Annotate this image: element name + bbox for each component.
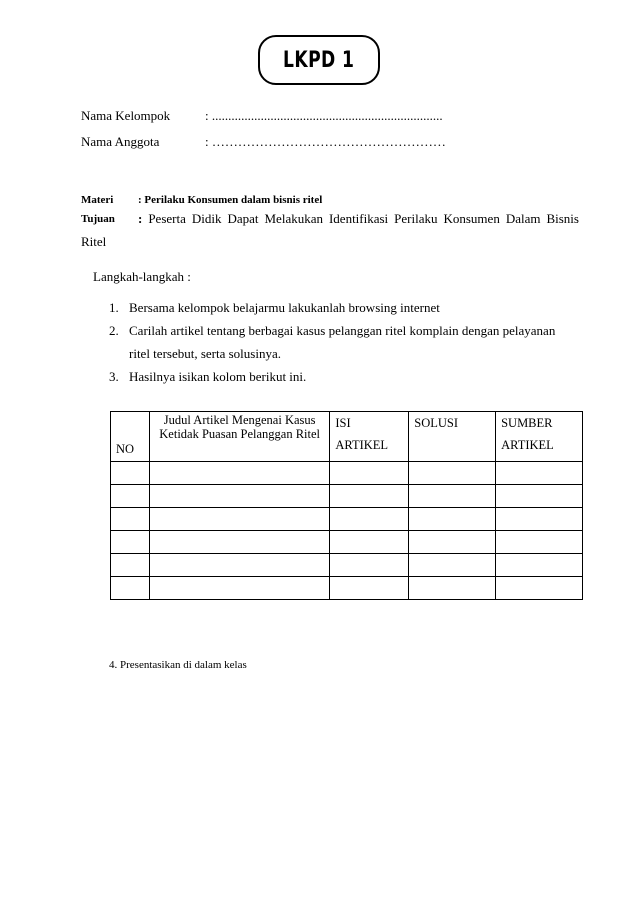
cell-isi[interactable]	[330, 508, 409, 531]
cell-no[interactable]	[111, 485, 150, 508]
tujuan-text	[138, 211, 579, 227]
header-sumber-line-1: SUMBER	[501, 416, 553, 430]
tujuan-word: Dalam	[505, 211, 541, 226]
cell-judul[interactable]	[149, 531, 329, 554]
table-row	[111, 462, 583, 485]
cell-judul[interactable]	[149, 462, 329, 485]
members-value: : ………………………………………………	[205, 134, 446, 149]
cell-isi[interactable]	[330, 485, 409, 508]
materi-label: Materi	[81, 194, 114, 206]
group-value: : .......................................................................	[205, 108, 443, 123]
cell-no[interactable]	[111, 577, 150, 600]
members-label: Nama Anggota	[81, 134, 160, 149]
cell-judul[interactable]	[149, 508, 329, 531]
header-isi	[330, 412, 409, 462]
tujuan-word: Perilaku	[394, 211, 438, 226]
cell-no[interactable]	[111, 462, 150, 485]
table-row	[111, 485, 583, 508]
header-solusi	[409, 412, 496, 462]
cell-solusi[interactable]	[409, 485, 496, 508]
cell-isi[interactable]	[330, 531, 409, 554]
table-row	[111, 508, 583, 531]
step-item	[109, 296, 569, 319]
step-number: 1.	[109, 300, 119, 315]
tujuan-word: Dapat	[227, 211, 259, 226]
header-sumber-line-2: ARTIKEL	[501, 438, 554, 452]
cell-judul[interactable]	[149, 554, 329, 577]
cell-no[interactable]	[111, 554, 150, 577]
article-table	[110, 411, 583, 600]
tujuan-continuation: Ritel	[81, 234, 107, 249]
cell-sumber[interactable]	[496, 508, 583, 531]
table-header-row	[111, 412, 583, 462]
cell-no[interactable]	[111, 508, 150, 531]
cell-isi[interactable]	[330, 554, 409, 577]
cell-solusi[interactable]	[409, 462, 496, 485]
tujuan-word: Didik	[191, 211, 222, 226]
step-number: 2.	[109, 323, 119, 338]
cell-solusi[interactable]	[409, 554, 496, 577]
cell-solusi[interactable]	[409, 577, 496, 600]
table-row	[111, 531, 583, 554]
steps-heading: Langkah-langkah :	[93, 269, 191, 284]
tujuan-word: Konsumen	[443, 211, 500, 226]
tujuan-word: Melakukan	[264, 211, 323, 226]
cell-judul[interactable]	[149, 485, 329, 508]
step-item	[109, 365, 569, 388]
final-step: 4. Presentasikan di dalam kelas	[109, 659, 247, 671]
header-solusi-label: SOLUSI	[414, 416, 459, 430]
cell-sumber[interactable]	[496, 531, 583, 554]
table-body	[111, 462, 583, 600]
cell-solusi[interactable]	[409, 508, 496, 531]
header-isi-line-2: ARTIKEL	[335, 438, 389, 452]
step-text-line: Carilah artikel tentang berbagai kasus pelanggan ritel komplain dengan pelayanan	[129, 323, 556, 338]
cell-solusi[interactable]	[409, 531, 496, 554]
step-text	[129, 319, 569, 342]
step-text-line-2: ritel tersebut, serta solusinya.	[129, 346, 281, 361]
cell-sumber[interactable]	[496, 485, 583, 508]
tujuan-word: Bisnis	[546, 211, 579, 226]
table-row	[111, 577, 583, 600]
page-title: LKPD 1	[283, 47, 355, 73]
header-no: NO	[111, 412, 150, 462]
cell-sumber[interactable]	[496, 554, 583, 577]
header-judul: Judul Artikel Mengenai Kasus Ketidak Puasan Pelanggan Ritel	[149, 412, 329, 462]
tujuan-word: Identifikasi	[328, 211, 389, 226]
tujuan-label: Tujuan	[81, 213, 115, 225]
tujuan-colon: :	[138, 211, 143, 226]
cell-sumber[interactable]	[496, 462, 583, 485]
header-sumber	[496, 412, 583, 462]
tujuan-word: Peserta	[148, 211, 186, 226]
step-item	[109, 319, 569, 365]
step-text: Hasilnya isikan kolom berikut ini.	[129, 369, 307, 384]
title-box	[258, 35, 380, 85]
cell-judul[interactable]	[149, 577, 329, 600]
group-label: Nama Kelompok	[81, 108, 171, 123]
cell-no[interactable]	[111, 531, 150, 554]
cell-sumber[interactable]	[496, 577, 583, 600]
steps-list	[109, 296, 569, 388]
step-number: 3.	[109, 369, 119, 384]
step-text: Bersama kelompok belajarmu lakukanlah browsing internet	[129, 300, 440, 315]
cell-isi[interactable]	[330, 577, 409, 600]
cell-isi[interactable]	[330, 462, 409, 485]
materi-value: : Perilaku Konsumen dalam bisnis ritel	[138, 194, 323, 206]
header-isi-line-1: ISI	[335, 416, 351, 430]
table-row	[111, 554, 583, 577]
